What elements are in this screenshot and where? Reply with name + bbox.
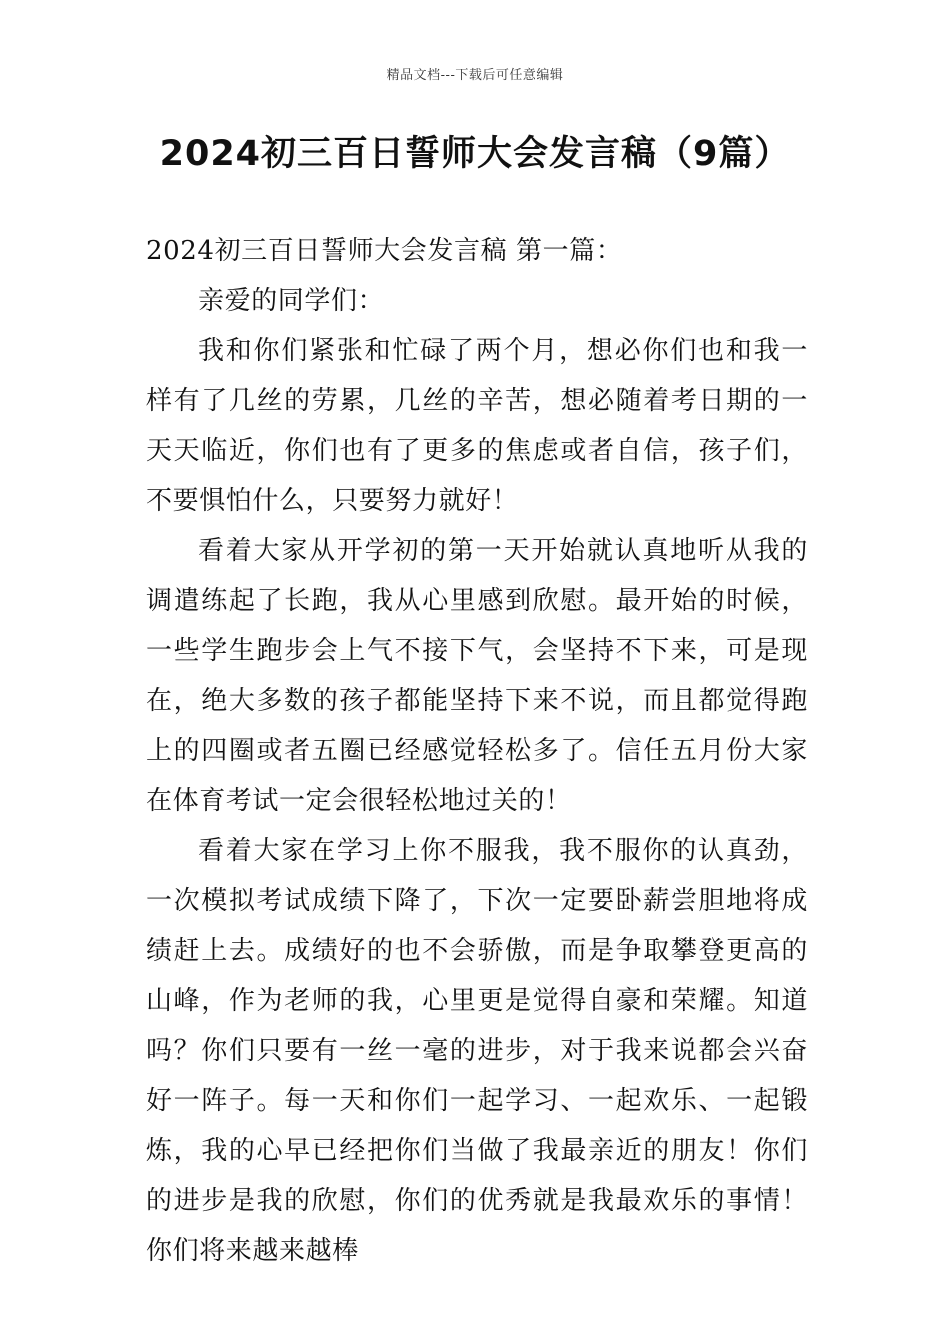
paragraph-1: 我和你们紧张和忙碌了两个月，想必你们也和我一样有了几丝的劳累，几丝的辛苦，想必随着考日期的一天天临近，你们也有了更多的焦虑或者自信，孩子们，不要惧怕什么，只要努力就好！ (146, 336, 808, 516)
paragraph-3: 看着大家在学习上你不服我，我不服你的认真劲，一次模拟考试成绩下降了，下次一定要卧薪尝胆地将成绩赶上去。成绩好的也不会骄傲，而是争取攀登更高的山峰，作为老师的我，心里更是觉得自豪和荣耀。知道吗？你们只要有一丝一毫的进步，对于我来说都会兴奋好一阵子。每一天和你们一起学习、一起欢乐、一起锻炼，我的心早已经把你们当做了我最亲近的朋友！你们的进步是我的欣慰，你们的优秀就是我最欢乐的事情！你们将来越来越棒 (146, 836, 808, 1266)
greeting-line: 亲爱的同学们： (198, 286, 385, 316)
section-heading: 2024初三百日誓师大会发言稿 第一篇： (146, 236, 623, 266)
document-title: 2024初三百日誓师大会发言稿（9篇） (159, 134, 791, 174)
document-body (146, 226, 808, 1276)
paragraph-2: 看着大家从开学初的第一天开始就认真地听从我的调遣练起了长跑，我从心里感到欣慰。最开始的时候，一些学生跑步会上气不接下气，会坚持不下来，可是现在，绝大多数的孩子都能坚持下来不说，而且都觉得跑上的四圈或者五圈已经感觉轻松多了。信任五月份大家在体育考试一定会很轻松地过关的！ (146, 536, 808, 816)
header-note: 精品文档---下载后可任意编辑 (386, 68, 564, 83)
